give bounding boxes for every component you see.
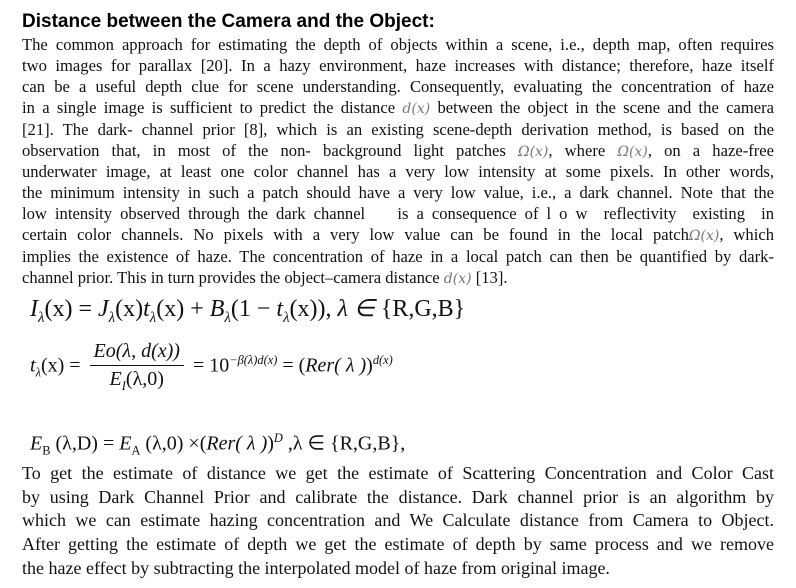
- section-heading: Distance between the Camera and the Object:: [22, 11, 435, 32]
- paragraph-line: in a single image is sufficient to predict the distance d(x) between the object in the scene and the camera: [22, 97, 774, 117]
- paragraph-line: underwater image, at least one color channel has a very low intensity at some pixels. In other words,: [22, 162, 774, 182]
- equation-image-formation: $I_\lambda(x) = J_\lambda(x)t_\lambda(x) + B_\lambda(1 - t_\lambda(x))$, λ ∈ {R,G,B}: [30, 296, 466, 326]
- equation-energy: $E_B$ $(\lambda,D) = E_A$ (λ,0) ×(Rer( λ ))$^D$ ,λ ∈ {R,G,B},: [30, 431, 406, 458]
- paragraph-line: by using Dark Channel Prior and calibrate the distance. Dark channel prior is an algorithm by: [22, 486, 774, 507]
- paragraph-line: the minimum intensity in such a patch should have a very low value, i.e., a dark channel. Note that the: [22, 183, 774, 203]
- paragraph-line: observation that, in most of the non- background light patches Ω(x), where Ω(x), on a haze-free: [22, 140, 774, 160]
- paragraph-line: certain color channels. No pixels with a very low value can be found in the local patchΩ(x), which: [22, 225, 774, 245]
- transmission-fraction: $\frac{Eo(\lambda, d(x))}{E_I(\lambda,0)}$: [90, 340, 184, 394]
- method-paragraph: [22, 462, 774, 581]
- math-patch: Ω(x): [517, 143, 549, 160]
- math-patch: Ω(x): [617, 143, 648, 160]
- intro-paragraph: [22, 35, 774, 290]
- paragraph-line: implies the existence of haze. The concentration of haze in a local patch can then be quantified by dark-: [22, 247, 774, 267]
- paragraph-line: two images for parallax [20]. In a hazy environment, haze increases with distance; therefore, haze itself: [22, 55, 774, 75]
- paragraph-line: After getting the estimate of depth we get the estimate of depth by same process and we remove: [22, 534, 774, 555]
- paragraph-line: low intensity observed through the dark channel is a consequence of l o w reflectivity existing in: [22, 204, 774, 224]
- paragraph-line: channel prior. This in turn provides the object–camera distance d(x) [13].: [22, 267, 508, 287]
- paragraph-line: which we can estimate hazing concentration and We Calculate distance from Camera to Object.: [22, 510, 774, 531]
- math-distance: d(x): [402, 100, 431, 117]
- math-patch: Ω(x): [688, 228, 720, 245]
- equation-transmission: $t_\lambda(x)$ = $\frac{Eo(\lambda, d(x))}{E_I(\lambda,0)}$ = $10^{-\beta(\lambda)d(x)} = (Rer$( λ ))$^{d(x)}$: [30, 340, 393, 393]
- paragraph-line: can be a useful depth clue for scene understanding. Consequently, evaluating the concentration of haze: [22, 76, 774, 96]
- paragraph-line: To get the estimate of distance we get the estimate of Scattering Concentration and Color Cast: [22, 463, 774, 483]
- math-distance: d(x): [443, 270, 472, 287]
- paragraph-line: The common approach for estimating the depth of objects within a scene, i.e., depth map, often requires: [22, 35, 774, 54]
- paragraph-line: the haze effect by subtracting the interpolated model of haze from original image.: [22, 557, 610, 578]
- paragraph-line: [21]. The dark- channel prior [8], which is an existing scene-depth derivation method, is based on the: [22, 119, 774, 139]
